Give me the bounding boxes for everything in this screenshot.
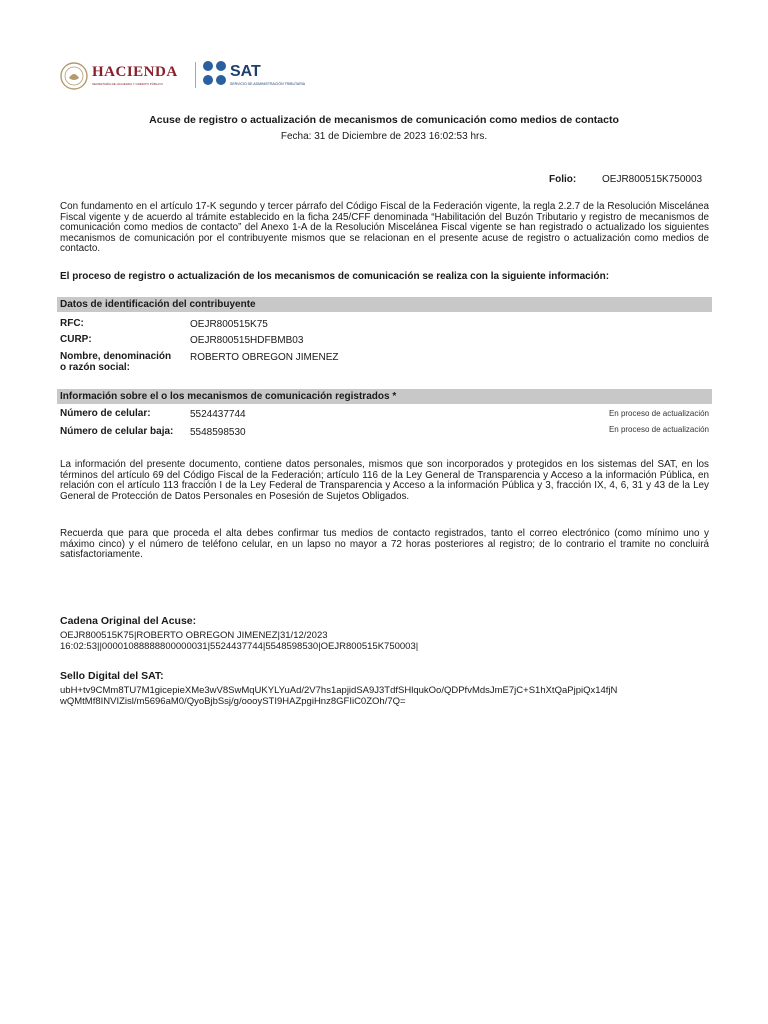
sat-mark-icon bbox=[202, 60, 228, 88]
privacy-notice-paragraph: La información del presente documento, contiene datos personales, mismos que son incorporados y protegidos en los sistemas del SAT, en los términos del artículo 69 del Código Fiscal de la Federación; artículo 116 de la Ley General de Transparencia y Acceso a la información Pública, en relación con el artículo 113 fracción I de la Ley Federal de Transparencia y Acceso a la información Pública y 3, fracción IX, 4, 6, 31 y 43 de la Ley General de Protección de Datos Personales en Posesión de Sujetos Obligados. bbox=[60, 459, 709, 502]
cadena-original-line-1: OEJR800515K75|ROBERTO OBREGON JIMENEZ|31/12/2023 bbox=[60, 630, 328, 641]
hacienda-subtitle: SECRETARÍA DE HACIENDA Y CRÉDITO PÚBLICO bbox=[92, 82, 163, 86]
mechanism-row-label: Número de celular: bbox=[60, 408, 151, 419]
header-logos bbox=[60, 58, 320, 94]
hacienda-seal-icon bbox=[60, 62, 88, 90]
name-label-line-2: o razón social: bbox=[60, 362, 131, 373]
mechanism-row-status: En proceso de actualización bbox=[608, 409, 709, 418]
document-date: Fecha: 31 de Diciembre de 2023 16:02:53 hrs. bbox=[280, 131, 488, 142]
rfc-label: RFC: bbox=[60, 318, 84, 329]
sello-digital-line-1: ubH+tv9CMm8TU7M1gicepieXMe3wV8SwMqUKYLYuAd/2V7hs1apjidSA9J3TdfSHlqukOo/QDPfvMdsJmE7jC+S1hXtQaPjpiQx14fjN bbox=[60, 685, 618, 696]
mechanism-row-value: 5524437744 bbox=[190, 409, 246, 420]
sello-digital-line-2: wQMtMf8INVIZisl/m5696aM0/QyoBjbSsj/g/oooySTI9HAZpgiHnz8GFIiC0ZOh/7Q= bbox=[60, 696, 406, 707]
sello-digital-label: Sello Digital del SAT: bbox=[60, 670, 164, 682]
name-label-line-1: Nombre, denominación bbox=[60, 351, 172, 362]
taxpayer-section-title: Datos de identificación del contribuyente bbox=[60, 299, 256, 310]
confirmation-reminder-paragraph: Recuerda que para que proceda el alta debes confirmar tus medios de contacto registrados, tanto el correo electrónico (como mínimo uno y máximo cinco) y el número de teléfono celular, en un lapso no mayor a 72 horas posteriores al registro; de lo contrario el tramite no concluirá satisfactoriamente. bbox=[60, 528, 709, 561]
rfc-value: OEJR800515K75 bbox=[190, 319, 268, 330]
mechanisms-section-header bbox=[57, 389, 712, 404]
folio-value: OEJR800515K750003 bbox=[602, 174, 703, 185]
folio-label: Folio: bbox=[549, 174, 577, 185]
document-title: Acuse de registro o actualización de mecanismos de comunicación como medios de contacto bbox=[149, 114, 619, 126]
curp-label: CURP: bbox=[60, 334, 92, 345]
mechanisms-section-title: Información sobre el o los mecanismos de comunicación registrados * bbox=[60, 391, 397, 402]
sat-logo-text: SAT bbox=[230, 63, 261, 80]
mechanism-row-label: Número de celular baja: bbox=[60, 426, 174, 437]
mechanism-row-status: En proceso de actualización bbox=[608, 425, 709, 434]
taxpayer-section-header bbox=[57, 297, 712, 312]
cadena-original-line-2: 16:02:53||00001088888800000031|5524437744|5548598530|OEJR800515K750003| bbox=[60, 641, 419, 652]
curp-value: OEJR800515HDFBMB03 bbox=[190, 335, 304, 346]
process-subheading: El proceso de registro o actualización de los mecanismos de comunicación se realiza con la siguiente información: bbox=[60, 271, 610, 282]
hacienda-logo-text: HACIENDA bbox=[92, 64, 178, 80]
logo-divider bbox=[195, 62, 196, 88]
sat-subtitle: SERVICIO DE ADMINISTRACIÓN TRIBUTARIA bbox=[230, 82, 306, 86]
cadena-original-label: Cadena Original del Acuse: bbox=[60, 615, 197, 627]
legal-basis-paragraph: Con fundamento en el artículo 17-K segundo y tercer párrafo del Código Fiscal de la Federación vigente, la regla 2.2.7 de la Resolución Miscelánea Fiscal vigente y de acuerdo al trámite establecido en la ficha 245/CFF denominada “Habilitación del Buzón Tributario y registro de mecanismos de comunicación como medios de contacto” del Anexo 1-A de la Resolución Miscelánea Fiscal vigente se han registrado o actualizado los siguientes mecanismos de comunicación por el contribuyente mismos que se relacionan en el presente acuse de registro o actualización como medios de contacto. bbox=[60, 201, 709, 255]
name-value: ROBERTO OBREGON JIMENEZ bbox=[190, 352, 339, 363]
mechanism-row-value: 5548598530 bbox=[190, 427, 246, 438]
